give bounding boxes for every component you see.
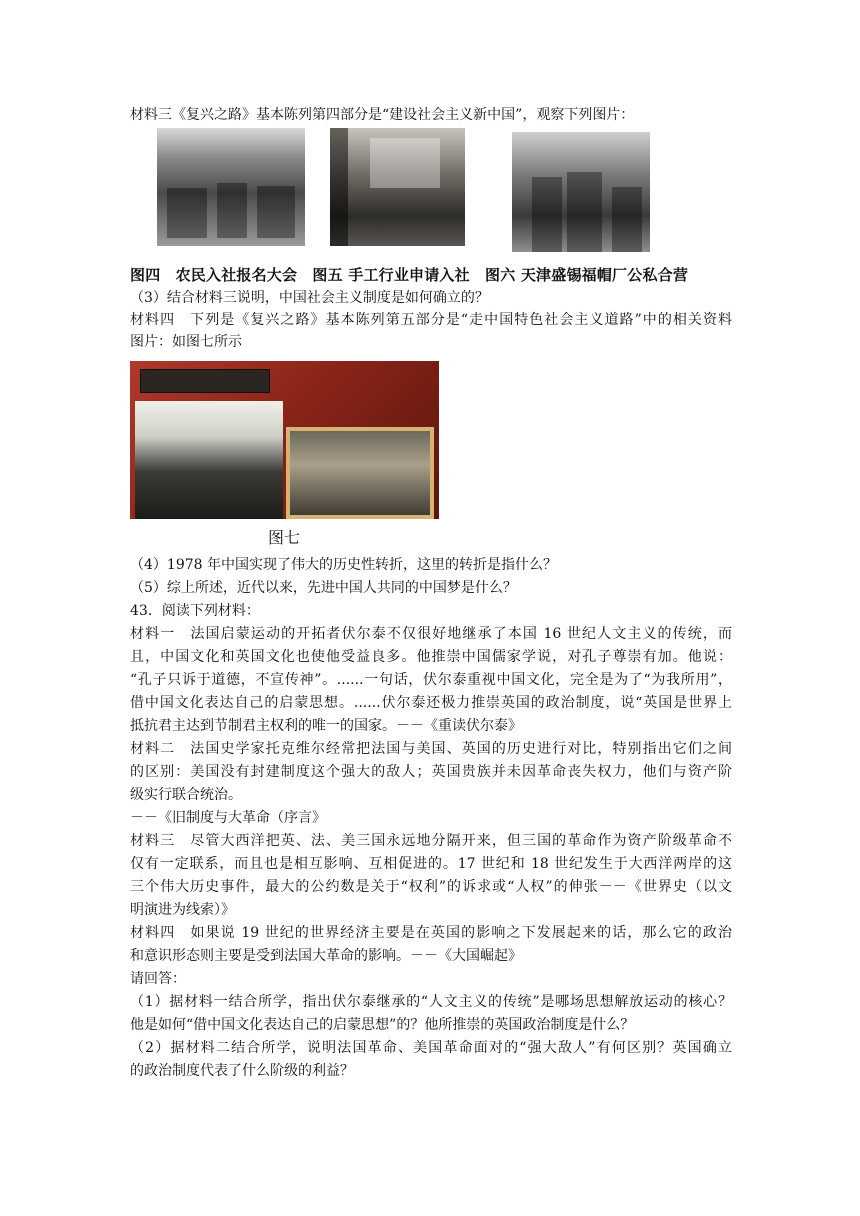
material-2-line-2: 的区别：美国没有封建制度这个强大的敌人；英国贵族并未因革命丧失权力，他们与资产阶 [130, 764, 732, 780]
part-1-line-2: 他是如何“借中国文化表达自己的启蒙思想”的？他所推崇的英国政治制度是什么？ [130, 1017, 635, 1033]
photo-farmers-cooperative [157, 128, 305, 246]
part-2-line-1: （2）据材料二结合所学，说明法国革命、美国革命面对的“强大敌人”有何区别？英国确立 [130, 1040, 732, 1056]
material-1-line-5: 抵抗君主达到节制君主权利的唯一的国家。－－《重读伏尔泰》 [130, 718, 522, 734]
question-43-heading: 43．阅读下列材料： [130, 603, 260, 619]
question-5: （5）综上所述，近代以来，先进中国人共同的中国梦是什么？ [130, 580, 517, 596]
material-2-line-3: 级实行联合统治。 [130, 787, 242, 803]
material-2-source: －－《旧制度与大革命（序言》 [130, 810, 326, 826]
photo-hat-factory-merger [512, 132, 650, 252]
material-2-line-1: 材料二 法国史学家托克维尔经常把法国与美国、英国的历史进行对比，特别指出它们之间 [130, 741, 732, 757]
answer-prompt: 请回答： [130, 971, 186, 987]
figure-7-caption: 图七 [268, 528, 301, 547]
material-4b-line-1: 材料四 如果说 19 世纪的世界经济主要是在英国的影响之下发展起来的话，那么它的政治 [130, 925, 732, 941]
material-3-line-3: 三个伟大历史事件，最大的公约数是关于“权利”的诉求或“人权”的伸张－－《世界史（以文 [130, 879, 732, 895]
photo-handicraft-application [330, 128, 465, 246]
material-1-line-2: 且，中国文化和英国文化也使他受益良多。他推崇中国儒家学说，对孔子尊崇有加。他说： [130, 649, 732, 665]
question-4: （4）1978 年中国实现了伟大的历史性转折，这里的转折是指什么？ [130, 557, 557, 573]
part-2-line-2: 的政治制度代表了什么阶级的利益？ [130, 1063, 354, 1079]
photo-captions: 图四 农民入社报名大会 图五 手工行业申请入社 图六 天津盛锡福帽厂公私合营 [130, 266, 689, 284]
material-3-line-1: 材料三 尽管大西洋把英、法、美三国永远地分隔开来，但三国的革命作为资产阶级革命不 [130, 833, 732, 849]
material-4-line-1: 材料四 下列是《复兴之路》基本陈列第五部分是“走中国特色社会主义道路”中的相关资料 [130, 312, 732, 328]
material-1-line-3: “孔子只诉于道德，不宣传神”。......一句话，伏尔泰重视中国文化，完全是为了“为我所用”， [130, 672, 732, 688]
material-3-line-4: 明演进为线索）》 [130, 902, 235, 918]
photo-figure-7 [130, 361, 439, 519]
material-4b-line-2: 和意识形态则主要是受到法国大革命的影响。－－《大国崛起》 [130, 948, 522, 964]
material-3-line-2: 仅有一定联系，而且也是相互影响、互相促进的。17 世纪和 18 世纪发生于大西洋两岸的这 [130, 856, 732, 872]
material-1-line-4: 借中国文化表达自己的启蒙思想。......伏尔泰还极力推崇英国的政治制度，说“英国是世界上 [130, 695, 732, 711]
material-4-line-2: 图片：如图七所示 [130, 334, 242, 350]
part-1-line-1: （1）据材料一结合所学，指出伏尔泰继承的“人文主义的传统”是哪场思想解放运动的核心？ [130, 994, 732, 1010]
question-3: （3）结合材料三说明，中国社会主义制度是如何确立的？ [130, 290, 489, 306]
material-1-line-1: 材料一 法国启蒙运动的开拓者伏尔泰不仅很好地继承了本国 16 世纪人文主义的传统，而 [130, 626, 732, 642]
material-3-intro: 材料三《复兴之路》基本陈列第四部分是“建设社会主义新中国”，观察下列图片： [130, 107, 635, 123]
